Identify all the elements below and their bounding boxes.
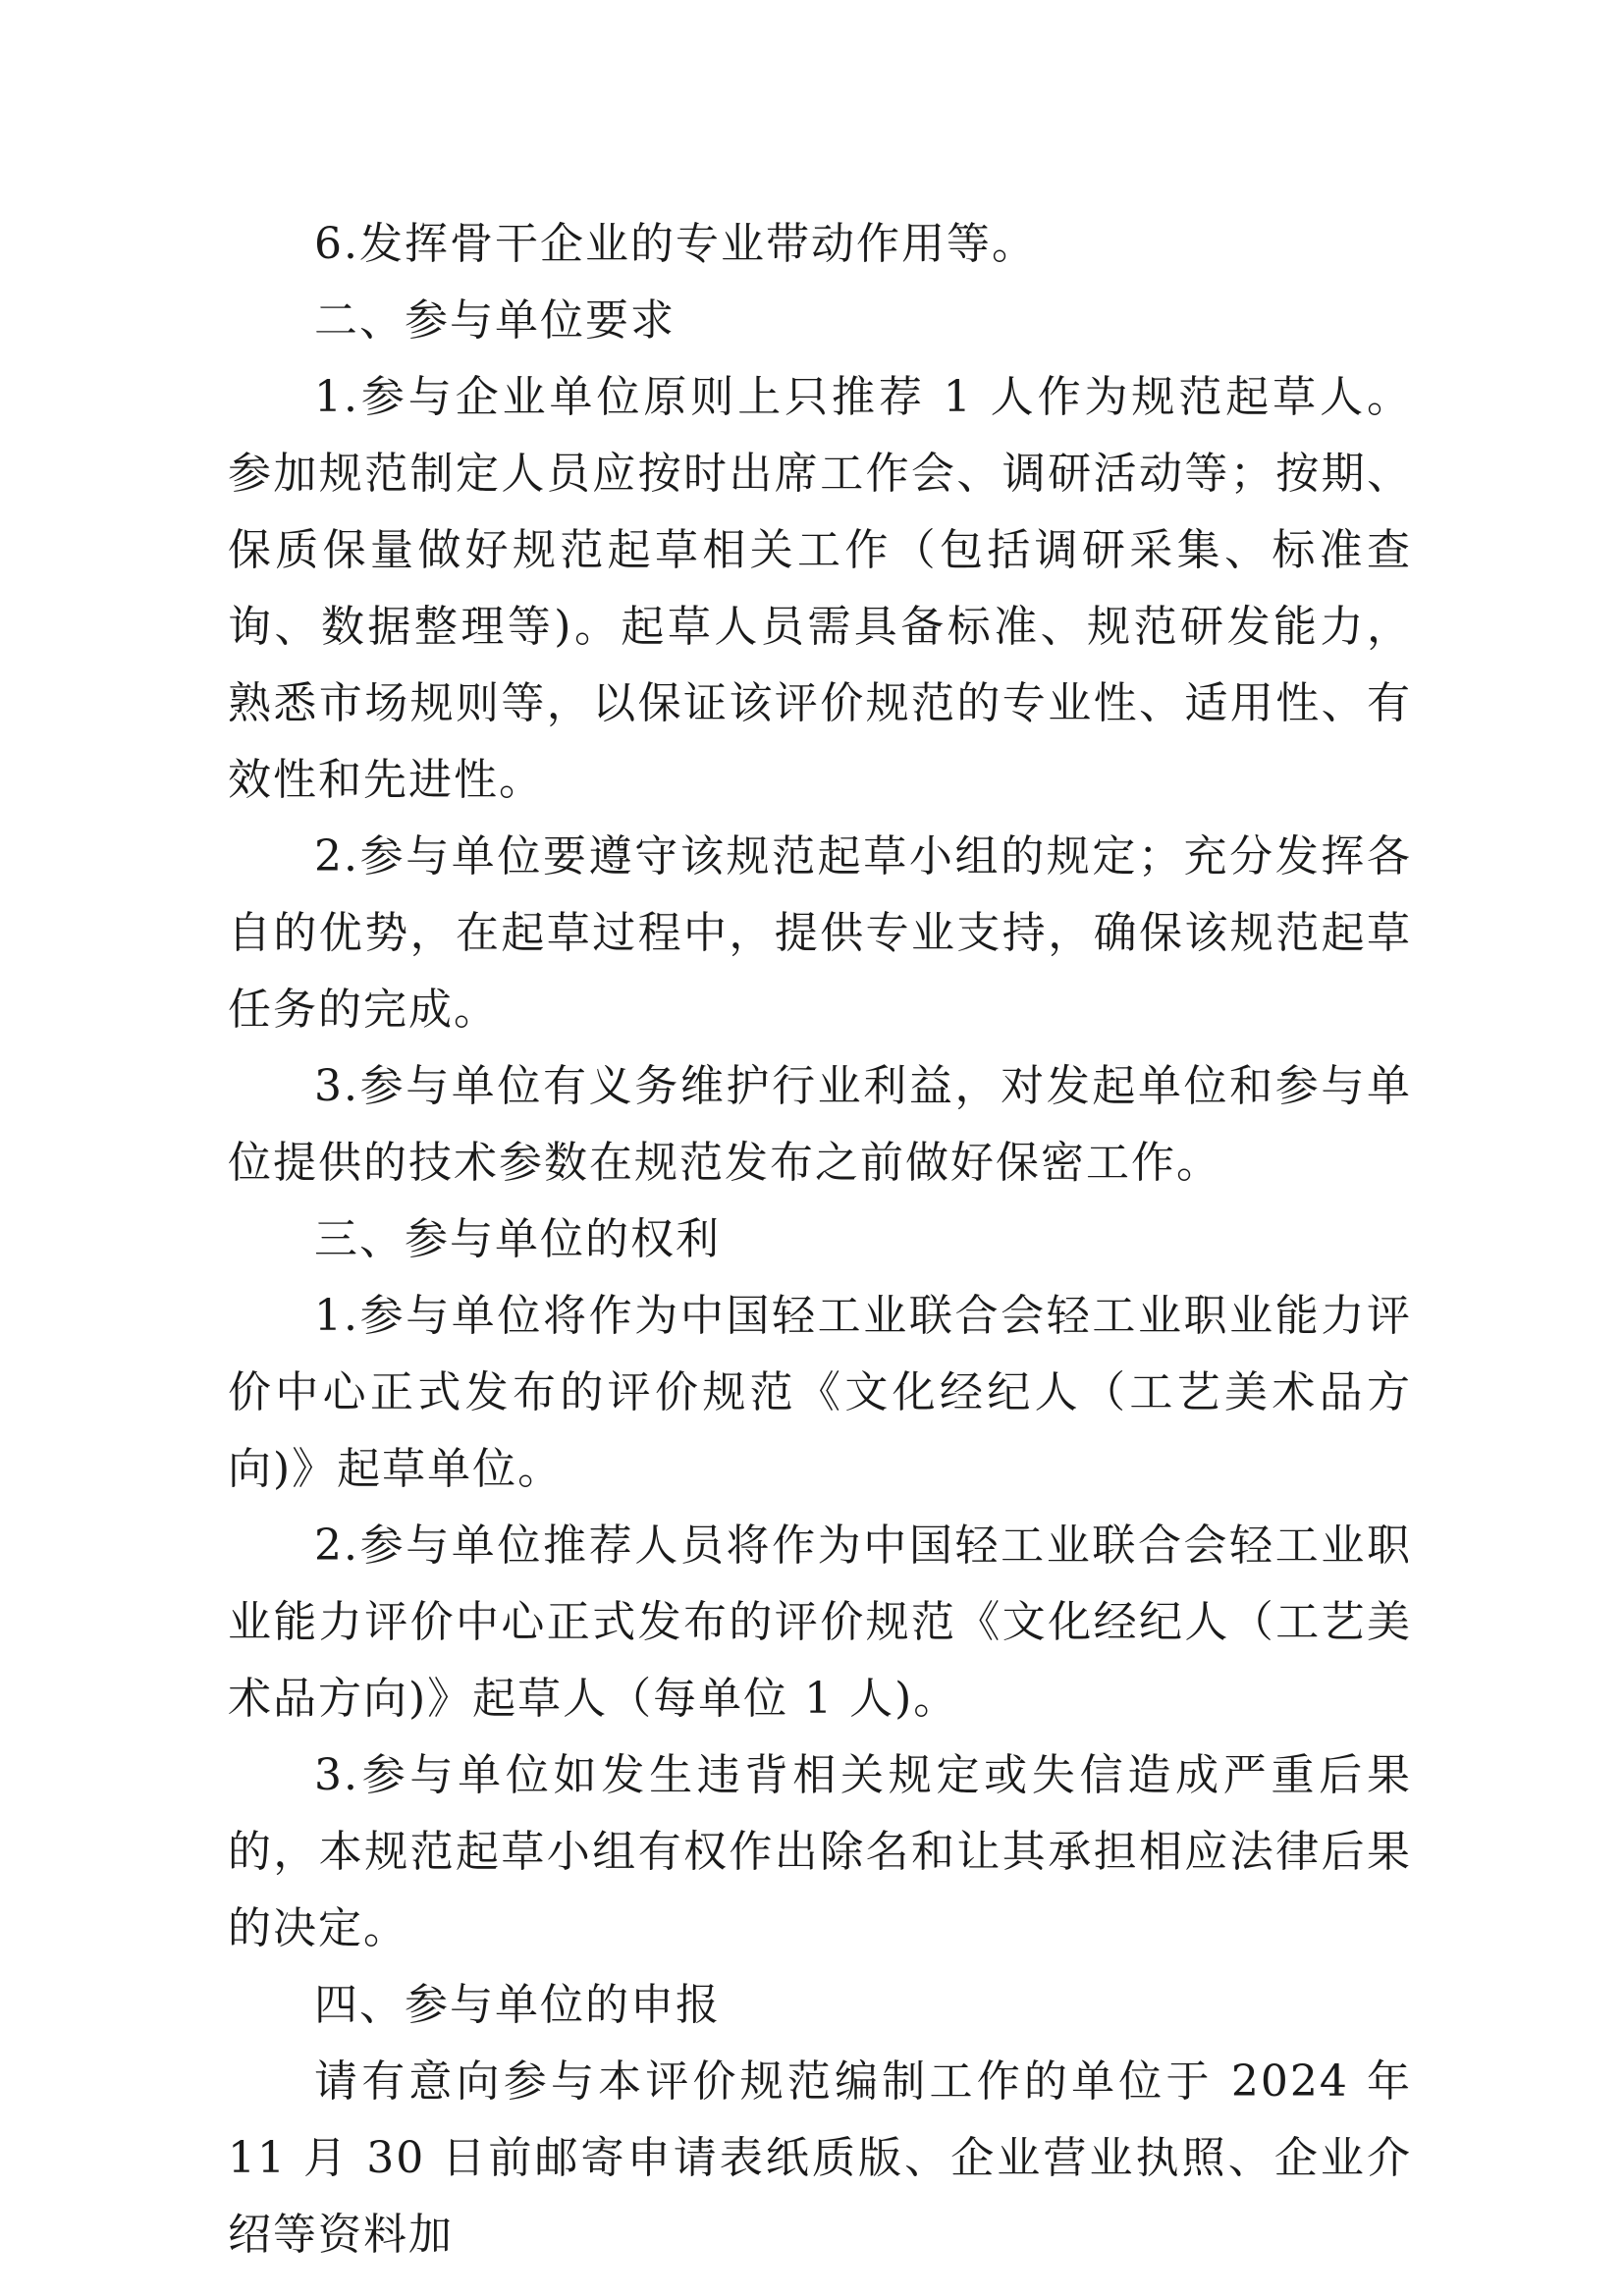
section-heading-application: 四、参与单位的申报 [314,1980,721,2030]
paragraph-requirement-2: 2.参与单位要遵守该规范起草小组的规定；充分发挥各自的优势，在起草过程中，提供专业支持，确保该规范起草任务的完成。 [228,831,1412,1035]
paragraph-right-3: 3.参与单位如发生违背相关规定或失信造成严重后果的，本规范起草小组有权作出除名和让其承担相应法律后果的决定。 [228,1750,1412,1953]
paragraph-right-1: 1.参与单位将作为中国轻工业联合会轻工业职业能力评价中心正式发布的评价规范《文化经纪人（工艺美术品方向)》起草单位。 [228,1291,1412,1494]
paragraph-application: 请有意向参与本评价规范编制工作的单位于 2024 年 11 月 30 日前邮寄申请表纸质版、企业营业执照、企业介绍等资料加 [228,2056,1412,2260]
paragraph-right-2: 2.参与单位推荐人员将作为中国轻工业联合会轻工业职业能力评价中心正式发布的评价规范《文化经纪人（工艺美术品方向)》起草人（每单位 1 人)。 [228,1521,1412,1724]
section-heading-rights: 三、参与单位的权利 [314,1214,721,1264]
paragraph-item-6: 6.发挥骨干企业的专业带动作用等。 [314,219,1037,269]
paragraph-requirement-1: 1.参与企业单位原则上只推荐 1 人作为规范起草人。参加规范制定人员应按时出席工作会、调研活动等；按期、保质保量做好规范起草相关工作（包括调研采集、标准查询、数据整理等)。起草人员需具备标准、规范研发能力，熟悉市场规则等，以保证该评价规范的专业性、适用性、有效性和先进性。 [228,372,1412,805]
section-heading-requirements: 二、参与单位要求 [314,295,676,346]
paragraph-requirement-3: 3.参与单位有义务维护行业利益，对发起单位和参与单位提供的技术参数在规范发布之前做好保密工作。 [228,1061,1412,1188]
document-page [228,206,1412,2273]
